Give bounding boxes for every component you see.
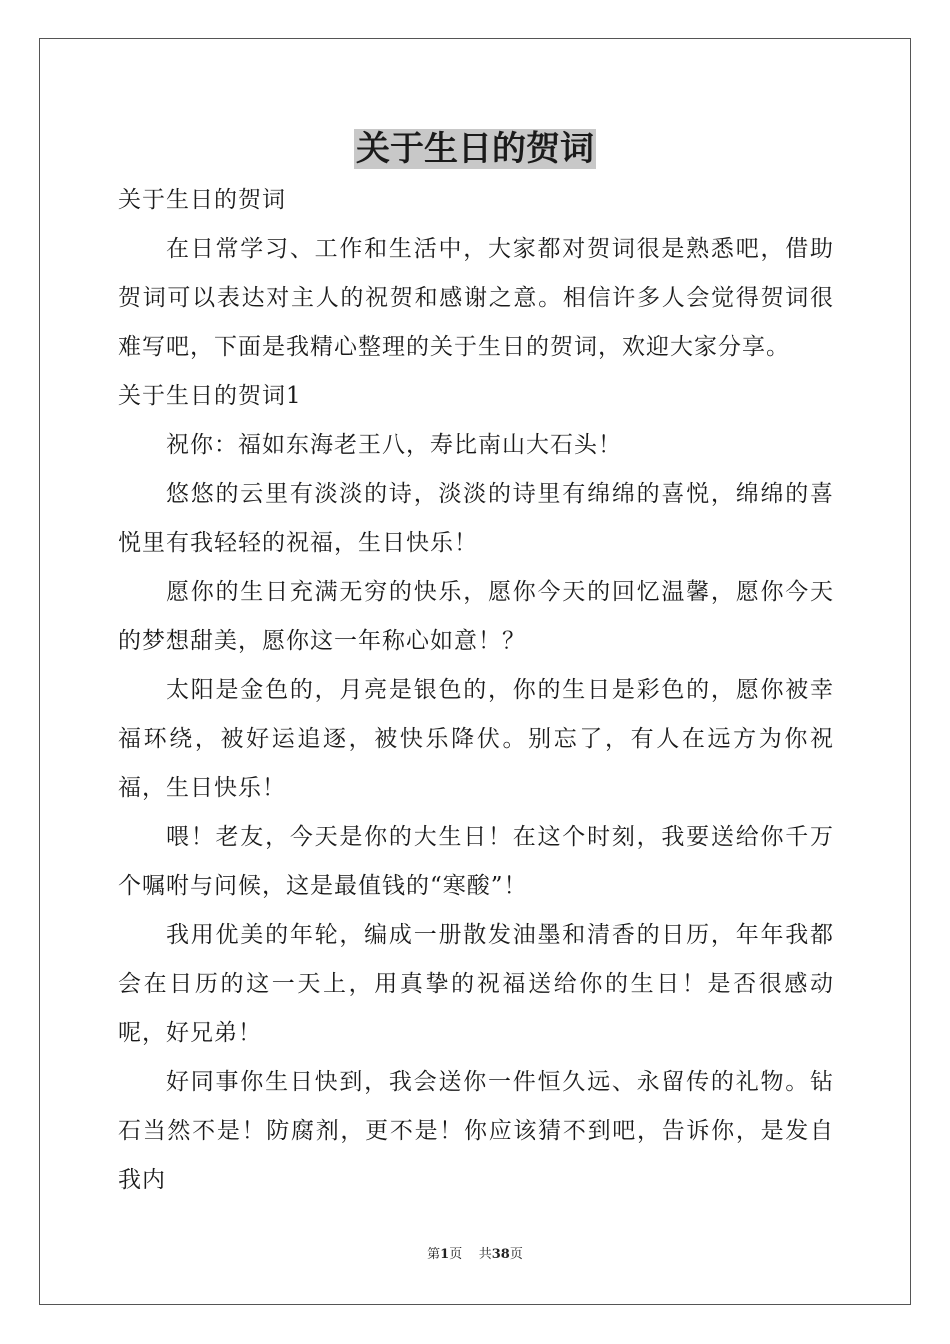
page-suffix: 页: [449, 1247, 463, 1262]
page-prefix: 第: [427, 1247, 441, 1262]
paragraph: 悠悠的云里有淡淡的诗，淡淡的诗里有绵绵的喜悦，绵绵的喜悦里有我轻轻的祝福，生日快乐！: [118, 481, 834, 556]
current-page-number: 1: [440, 1247, 450, 1262]
paragraph: 祝你：福如东海老王八，寿比南山大石头！: [166, 432, 622, 458]
paragraph: 在日常学习、工作和生活中，大家都对贺词很是熟悉吧，借助贺词可以表达对主人的祝贺和感谢之意。相信许多人会觉得贺词很难写吧，下面是我精心整理的关于生日的贺词，欢迎大家分享。: [118, 236, 834, 360]
total-prefix: 共: [478, 1247, 492, 1262]
paragraph: 愿你的生日充满无穷的快乐，愿你今天的回忆温馨，愿你今天的梦想甜美，愿你这一年称心如意！？: [118, 579, 834, 654]
total-suffix: 页: [509, 1247, 523, 1262]
paragraph: 关于生日的贺词: [118, 187, 286, 213]
page-footer: [0, 1245, 950, 1265]
paragraph: 我用优美的年轮，编成一册散发油墨和清香的日历，年年我都会在日历的这一天上，用真挚的祝福送给你的生日！是否很感动呢，好兄弟！: [118, 922, 834, 1046]
document-body: [118, 176, 834, 1205]
document-title: [0, 124, 950, 174]
total-page-count: 38: [491, 1247, 510, 1262]
paragraph: 好同事你生日快到，我会送你一件恒久远、永留传的礼物。钻石当然不是！防腐剂，更不是！你应该猜不到吧，告诉你，是发自我内: [118, 1069, 834, 1193]
section-heading: 关于生日的贺词1: [118, 383, 302, 409]
paragraph: 喂！老友，今天是你的大生日！在这个时刻，我要送给你千万个嘱咐与问候，这是最值钱的“寒酸”！: [118, 824, 834, 899]
paragraph: 太阳是金色的，月亮是银色的，你的生日是彩色的，愿你被幸福环绕，被好运追逐，被快乐降伏。别忘了，有人在远方为你祝福，生日快乐！: [118, 677, 834, 801]
document-title-text: 关于生日的贺词: [356, 129, 594, 169]
